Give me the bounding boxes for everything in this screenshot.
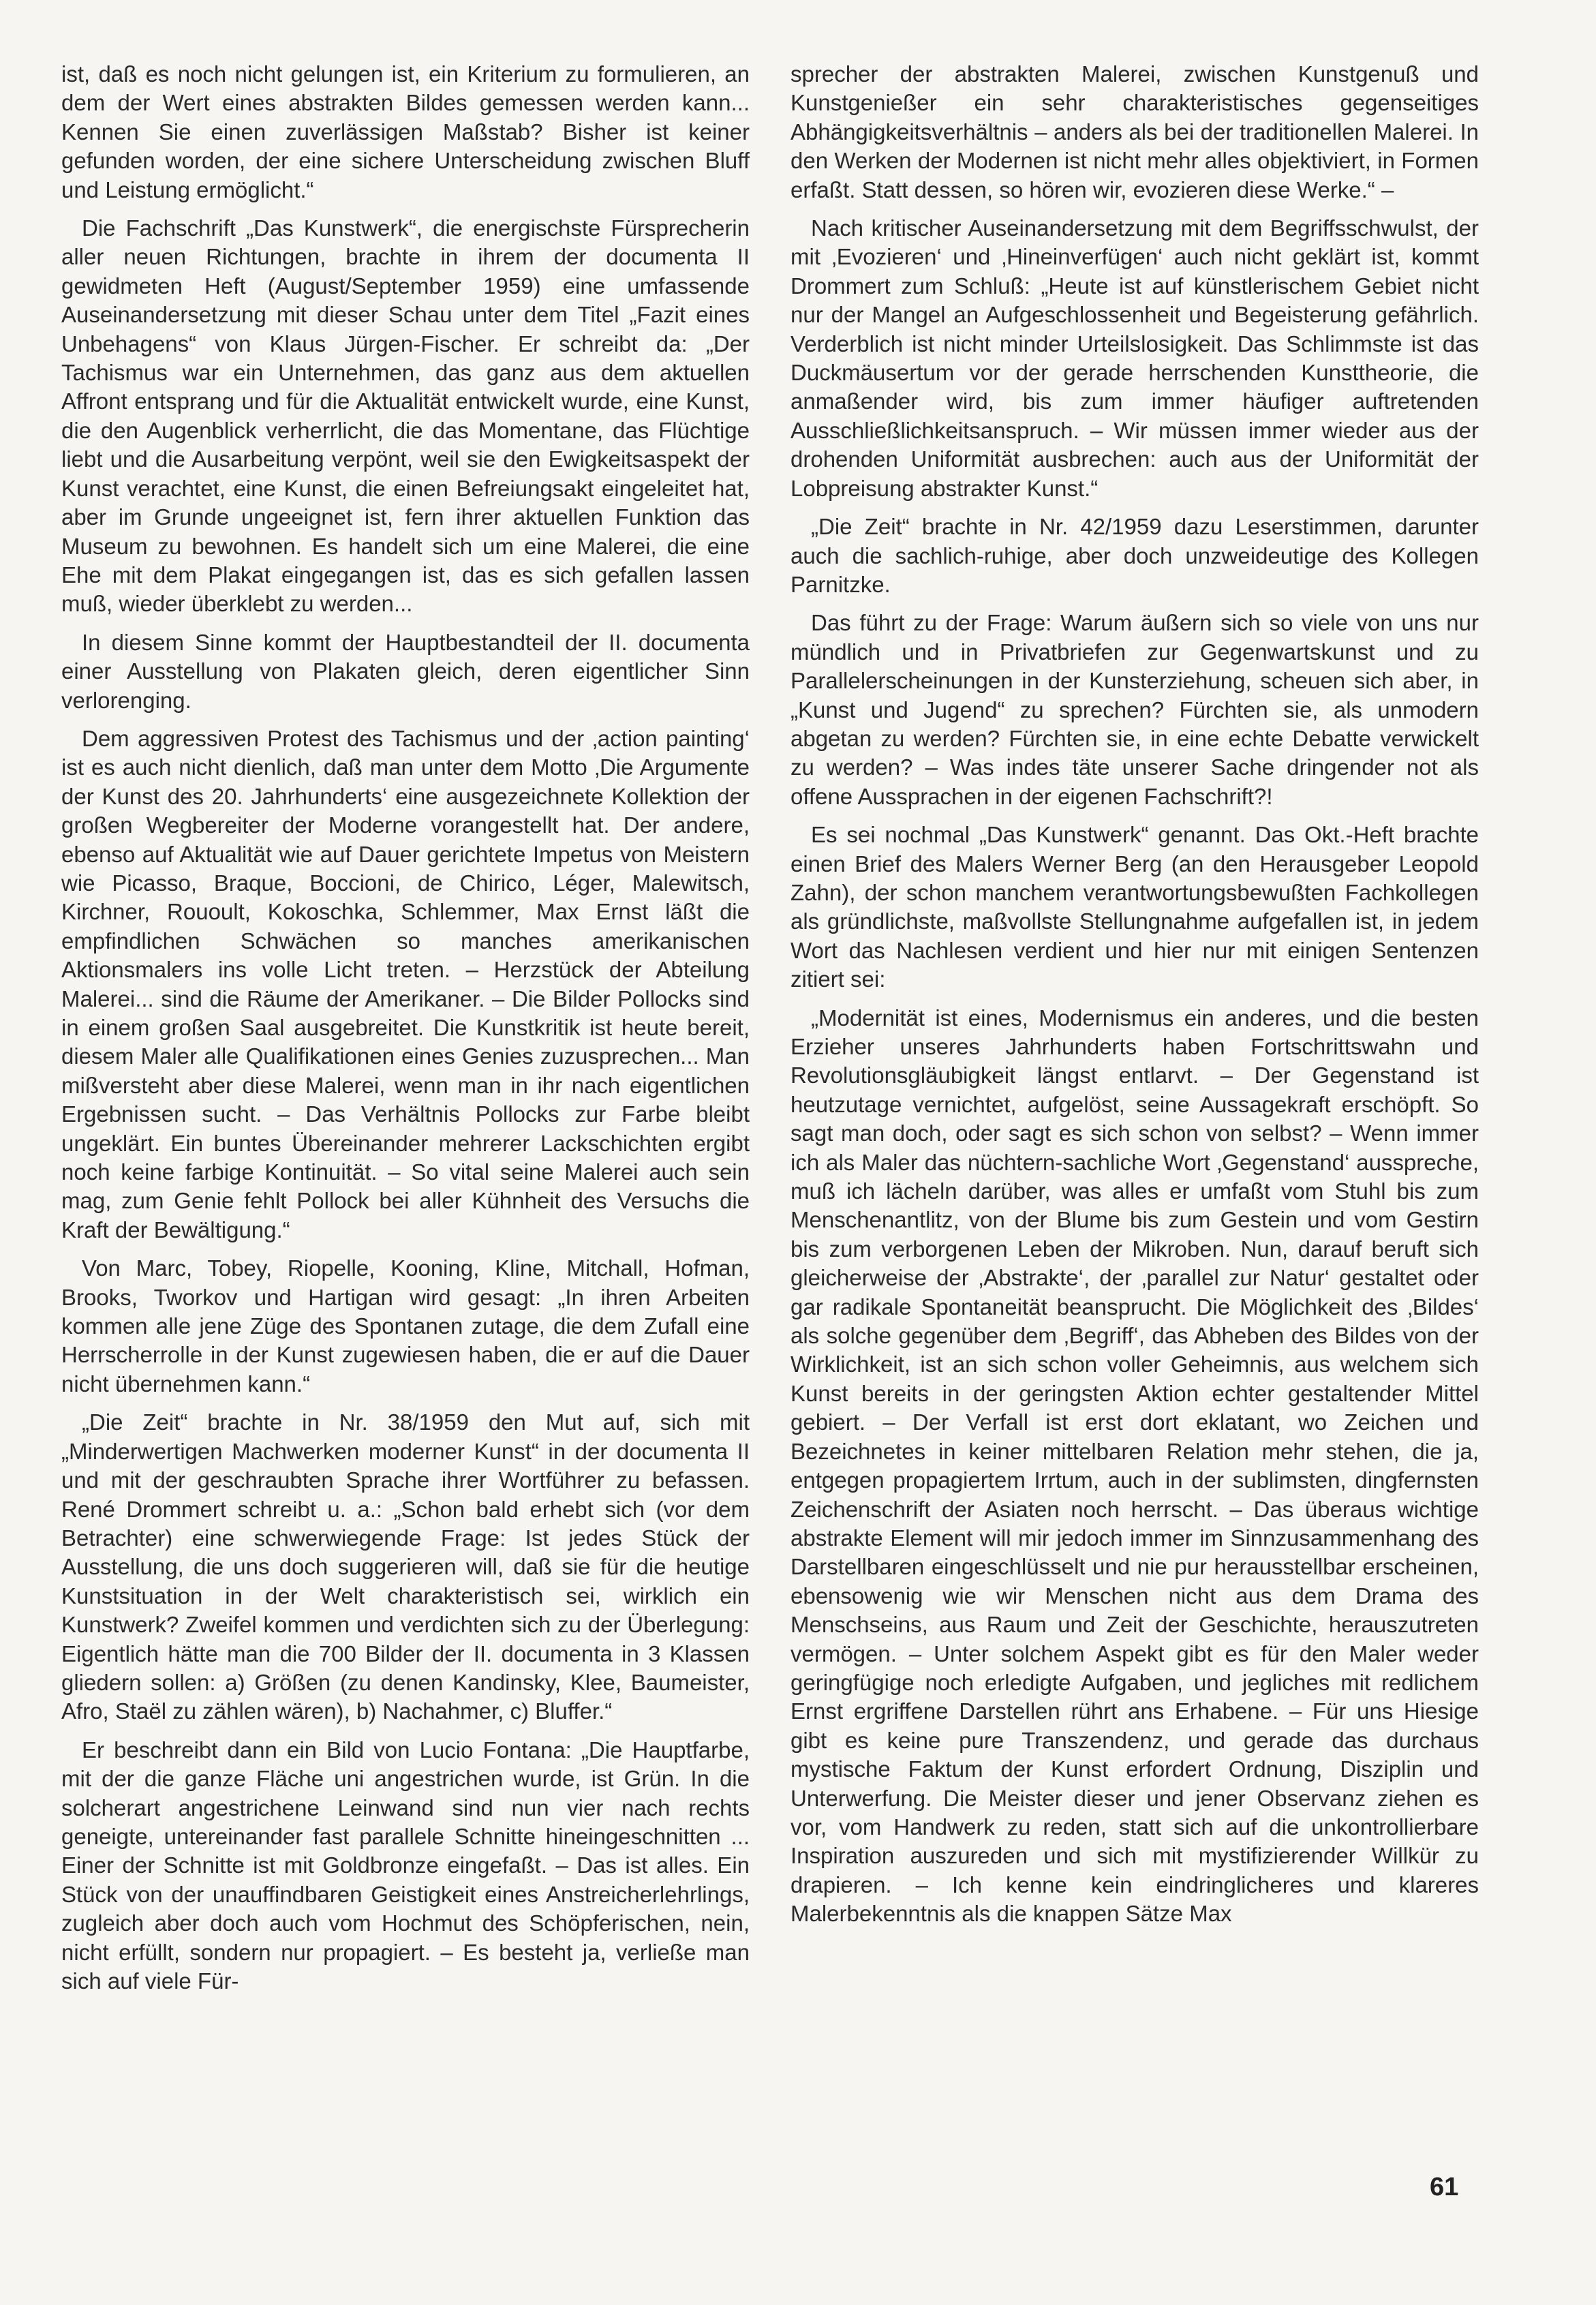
paragraph: ist, daß es noch nicht gelungen ist, ein Kriterium zu formulieren, an dem der Wert eines abstrakten Bildes gemessen werden kann... Kennen Sie einen zuverlässigen Maßstab? Bisher ist keiner gefunden worden, der eine sichere Unterscheidung zwischen Bluff und Leistung ermöglicht.“	[61, 61, 750, 202]
paragraph: sprecher der abstrakten Malerei, zwischen Kunstgenuß und Kunstgenießer ein sehr charakteristisches gegenseitiges Abhängigkeitsverhältnis – anders als bei der traditionellen Malerei. In den Werken der Modernen ist nicht mehr alles objektiviert, in Formen erfaßt. Statt dessen, so hören wir, evozieren diese Werke.“ –	[791, 61, 1479, 202]
paragraph: Er beschreibt dann ein Bild von Lucio Fontana: „Die Hauptfarbe, mit der die ganze Fläche uni angestrichen wurde, ist Grün. In die solcherart angestrichene Leinwand sind nun vier nach rechts geneigte, untereinander fast parallele Schnitte hineingeschnitten ... Einer der Schnitte ist mit Goldbronze eingefaßt. – Das ist alles. Ein Stück von der unauffindbaren Geistigkeit eines Anstreicherlehrlings, zugleich aber doch auch vom Hochmut des Schöpferischen, nein, nicht erfüllt, sondern nur propagiert. – Es besteht ja, verließe man sich auf viele Für-	[61, 1737, 750, 1994]
page-number: 61	[1430, 2173, 1459, 2201]
paragraph: Von Marc, Tobey, Riopelle, Kooning, Kline, Mitchall, Hofman, Brooks, Tworkov und Hartigan wird gesagt: „In ihren Arbeiten kommen alle jene Züge des Spontanen zutage, die dem Zufall eine Herrscherrolle in der Kunst zugewiesen haben, die er auf die Dauer nicht übernehmen kann.“	[61, 1255, 750, 1396]
paragraph: Nach kritischer Auseinandersetzung mit dem Begriffsschwulst, der mit ‚Evozieren‘ und ‚Hineinverfügen‘ auch nicht geklärt ist, kommt Drommert zum Schluß: „Heute ist auf künstlerischem Gebiet nicht nur der Mangel an Aufgeschlossenheit und Begeisterung gefährlich. Verderblich ist nicht minder Urteilslosigkeit. Das Schlimmste ist das Duckmäusertum vor der gerade herrschenden Kunsttheorie, die anmaßender wird, bis zum immer häufiger auftretenden Ausschließlichkeitsanspruch. – Wir müssen immer wieder aus der drohenden Uniformität ausbrechen: auch aus der Uniformität der Lobpreisung abstrakter Kunst.“	[791, 215, 1479, 501]
paragraph: Dem aggressiven Protest des Tachismus und der ‚action painting‘ ist es auch nicht dienlich, daß man unter dem Motto ‚Die Argumente der Kunst des 20. Jahrhunderts‘ eine ausgezeichnete Kollektion der großen Wegbereiter der Moderne vorangestellt hat. Der andere, ebenso auf Aktualität wie auf Dauer gerichtete Impetus von Meistern wie Picasso, Braque, Boccioni, de Chirico, Léger, Malewitsch, Kirchner, Rouoult, Kokoschka, Schlemmer, Max Ernst läßt die empfindlichen Schwächen so manches amerikanischen Aktionsmalers ins volle Licht treten. – Herzstück der Abteilung Malerei... sind die Räume der Amerikaner. – Die Bilder Pollocks sind in einem großen Saal ausgebreitet. Die Kunstkritik ist heute bereit, diesem Maler alle Qualifikationen eines Genies zuzusprechen... Man mißversteht aber diese Malerei, wenn man in ihr nach eigentlichen Ergebnissen sucht. – Das Verhältnis Pollocks zur Farbe bleibt ungeklärt. Ein buntes Übereinander mehrerer Lackschichten ergibt noch keine farbige Kontinuität. – So vital seine Malerei auch sein mag, zum Genie fehlt Pollock bei aller Kühnheit des Versuchs die Kraft der Bewältigung.“	[61, 725, 750, 1242]
left-text-column	[61, 60, 750, 2005]
paragraph: „Modernität ist eines, Modernismus ein anderes, und die besten Erzieher unseres Jahrhunderts haben Fortschrittswahn und Revolutionsgläubigkeit längst entlarvt. – Der Gegenstand ist heutzutage vernichtet, aufgelöst, seine Aussagekraft erschöpft. So sagt man doch, oder sagt es sich schon von selbst? – Wenn immer ich als Maler das nüchtern-sachliche Wort ‚Gegenstand‘ ausspreche, muß ich lächeln darüber, was alles er umfaßt vom Stuhl bis zum Menschenantlitz, von der Blume bis zum Gestein und vom Gestirn bis zum verborgenen Leben der Mikroben. Nun, darauf beruft sich gleicherweise der ‚Abstrakte‘, der ‚parallel zur Natur‘ gestaltet oder gar radikale Spontaneität beansprucht. Die Möglichkeit des ‚Bildes‘ als solche gegenüber dem ‚Begriff‘, das Abheben des Bildes von der Wirklichkeit, ist an sich schon voller Geheimnis, aus welchem sich Kunst bereits in der geringsten Aktion echter gestaltender Mittel gebiert. – Der Verfall ist erst dort eklatant, wo Zeichen und Bezeichnetes in keiner mittelbaren Relation mehr stehen, die ja, entgegen propagiertem Irrtum, auch in der sublimsten, dingfernsten Zeichenschrift der Asiaten noch herrscht. – Das überaus wichtige abstrakte Element will mir jedoch immer im Sinnzusammenhang des Darstellbaren eingeschlüsselt und nie pur herausstellbar erscheinen, ebensowenig wie wir Menschen nicht aus dem Drama des Menschseins, aus Raum und Zeit der Geschichte, herauszutreten vermögen. – Unter solchem Aspekt gibt es für den Maler weder geringfügige noch erledigte Aufgaben, und jegliches mit redlichem Ernst ergriffene Darstellen rührt ans Erhabene. – Für uns Hiesige gibt es keine pure Transzendenz, und gerade das durchaus mystische Faktum der Kunst erfordert Ordnung, Disziplin und Unterwerfung. Die Meister dieser und jener Observanz ziehen es vor, vom Handwerk zu reden, statt sich auf die unkontrollierbare Inspiration auszureden und sich mit mystifizierender Willkür zu drapieren. – Ich kenne kein eindringlicheres und klareres Malerbekenntnis als die knappen Sätze Max	[791, 1005, 1479, 1927]
right-text-column	[791, 60, 1479, 1938]
paragraph: In diesem Sinne kommt der Hauptbestandteil der II. documenta einer Ausstellung von Plakaten gleich, deren eigentlicher Sinn verlorenging.	[61, 629, 750, 713]
paragraph: Es sei nochmal „Das Kunstwerk“ genannt. Das Okt.-Heft brachte einen Brief des Malers Werner Berg (an den Herausgeber Leopold Zahn), der schon manchem verantwortungsbewußten Fachkollegen als gründlichste, maßvollste Stellungnahme aufgefallen ist, in jedem Wort das Nachlesen verdient und hier nur mit einigen Sentenzen zitiert sei:	[791, 822, 1479, 992]
paragraph: „Die Zeit“ brachte in Nr. 38/1959 den Mut auf, sich mit „Minderwertigen Machwerken moderner Kunst“ in der documenta II und mit der geschraubten Sprache ihrer Wortführer zu befassen. René Drommert schreibt u. a.: „Schon bald erhebt sich (vor dem Betrachter) eine schwerwiegende Frage: Ist jedes Stück der Ausstellung, die uns doch suggerieren will, daß sie für die heutige Kunstsituation in der Welt charakteristisch sei, wirklich ein Kunstwerk? Zweifel kommen und verdichten sich zu der Überlegung: Eigentlich hätte man die 700 Bilder der II. documenta in 3 Klassen gliedern sollen: a) Größen (zu denen Kandinsky, Klee, Baumeister, Afro, Staël zu zählen wären), b) Nachahmer, c) Bluffer.“	[61, 1409, 750, 1724]
paragraph: „Die Zeit“ brachte in Nr. 42/1959 dazu Leserstimmen, darunter auch die sachlich-ruhige, aber doch unzweideutige des Kollegen Parnitzke.	[791, 514, 1479, 597]
paragraph: Das führt zu der Frage: Warum äußern sich so viele von uns nur mündlich und in Privatbriefen zur Gegenwartskunst und zu Parallelerscheinungen in der Kunsterziehung, scheuen sich aber, in „Kunst und Jugend“ zu sprechen? Fürchten sie, als unmodern abgetan zu werden? Fürchten sie, in eine echte Debatte verwickelt zu werden? – Was indes täte unserer Sache dringender not als offene Aussprachen in der eigenen Fachschrift?!	[791, 610, 1479, 809]
paragraph: Die Fachschrift „Das Kunstwerk“, die energischste Fürsprecherin aller neuen Richtungen, brachte in ihrem der documenta II gewidmeten Heft (August/September 1959) eine umfassende Auseinandersetzung mit dieser Schau unter dem Titel „Fazit eines Unbehagens“ von Klaus Jürgen-Fischer. Er schreibt da: „Der Tachismus war ein Unternehmen, das ganz aus dem aktuellen Affront entsprang und für die Aktualität entwickelt wurde, eine Kunst, die den Augenblick verherrlicht, die das Momentane, das Flüchtige liebt und die Ausarbeitung verpönt, weil sie den Ewigkeitsaspekt der Kunst verachtet, eine Kunst, die einen Befreiungsakt eingeleitet hat, aber im Grunde ungeeignet ist, fern ihrer aktuellen Funktion das Museum zu bewohnen. Es handelt sich um eine Malerei, die eine Ehe mit dem Plakat eingegangen ist, das es sich gefallen lassen muß, wieder überklebt zu werden...	[61, 215, 750, 617]
